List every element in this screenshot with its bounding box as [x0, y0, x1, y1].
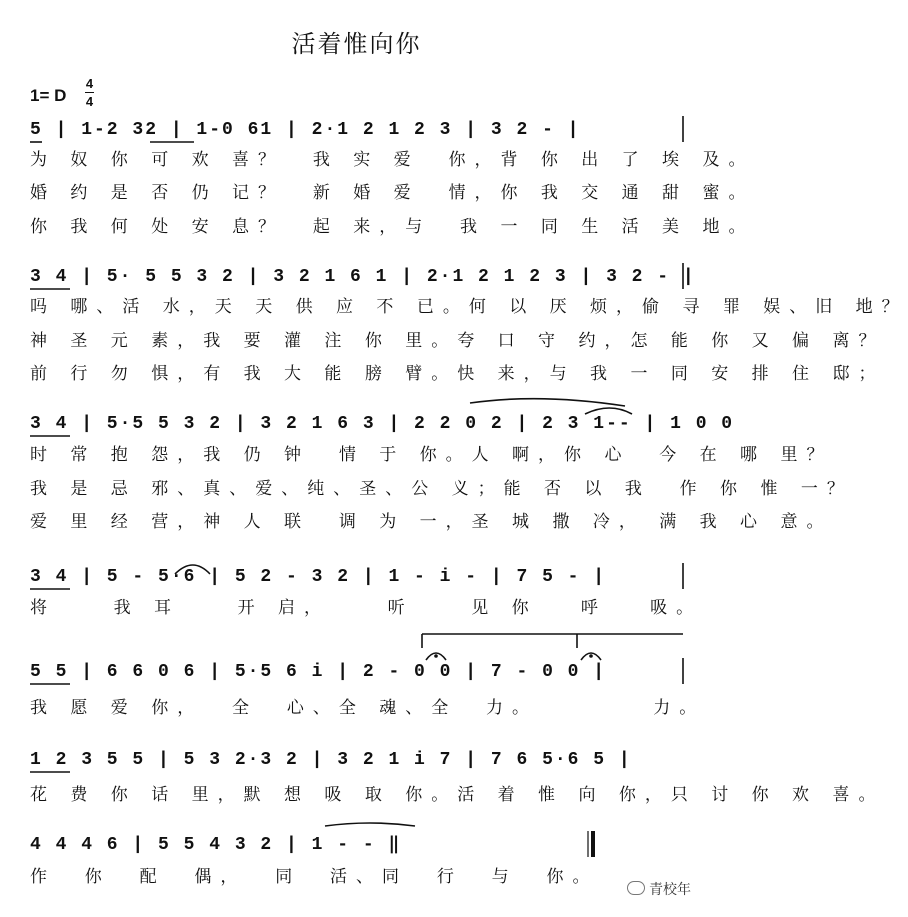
- song-title: 活着惟向你: [291, 30, 422, 58]
- notation-line-3: 3 4 | 5·5 5 3 2 | 3 2 1 6 3 | 2 2 0 2 | 2 3 1-- | 1 0 0: [30, 414, 735, 434]
- meter-bottom: 4: [85, 94, 94, 109]
- key-signature: 1= D: [30, 86, 67, 105]
- lyric-line-7-1: 作 你 配 偶， 同 活、同 行 与 你。: [30, 867, 599, 887]
- notation-line-4: 3 4 | 5 - 5·6 | 5 2 - 3 2 | 1 - i - | 7 5 - |: [30, 567, 607, 587]
- lyric-line-1-2: 婚 约 是 否 仍 记？ 新 婚 爱 情，你 我 交 通 甜 蜜。: [30, 183, 755, 203]
- lyric-line-1-3: 你 我 何 处 安 息？ 起 来，与 我 一 同 生 活 美 地。: [30, 217, 755, 237]
- watermark-text: 青校年: [649, 882, 691, 898]
- lyric-line-1-1: 为 奴 你 可 欢 喜？ 我 实 爱 你，背 你 出 了 埃 及。: [30, 150, 755, 170]
- lyric-line-3-1: 时 常 抱 怨，我 仍 钟 情 于 你。人 啊，你 心 今 在 哪 里？: [30, 445, 833, 465]
- notation-line-7: 4 4 4 6 | 5 5 4 3 2 | 1 - - ‖: [30, 835, 402, 855]
- lyric-line-2-2: 神 圣 元 素，我 要 灌 注 你 里。夸 口 守 约，怎 能 你 又 偏 离？: [30, 331, 885, 351]
- lyric-line-3-3: 爱 里 经 营，神 人 联 调 为 一，圣 城 撒 冷， 满 我 心 意。: [30, 512, 833, 532]
- meter-top: 4: [85, 76, 94, 91]
- lyric-line-6-1: 花 费 你 话 里，默 想 吸 取 你。活 着 惟 向 你，只 讨 你 欢 喜。: [30, 785, 885, 805]
- lyric-line-2-1: 吗 哪、活 水，天 天 供 应 不 已。何 以 厌 烦，偷 寻 罪 娱、旧 地？: [30, 297, 908, 317]
- lyric-line-4-1: 将 我 耳 开 启， 听 见 你 呼 吸。: [30, 598, 703, 618]
- notation-line-5: 5 5 | 6 6 0 6 | 5·5 6 i | 2 - 0 0 | 7 - 0 0 |: [30, 662, 607, 682]
- notation-line-2: 3 4 | 5· 5 5 3 2 | 3 2 1 6 1 | 2·1 2 1 2 3 | 3 2 - |: [30, 267, 696, 287]
- notation-line-6: 1 2 3 5 5 | 5 3 2·3 2 | 3 2 1 i 7 | 7 6 5·6 5 |: [30, 750, 632, 770]
- watermark: [627, 879, 691, 899]
- lyric-line-3-2: 我 是 忌 邪、真、爱、纯、圣、公 义；能 否 以 我 作 你 惟 一？: [30, 479, 853, 499]
- lyric-line-5-1: 我 愿 爱 你， 全 心、全 魂、全 力。 力。: [30, 698, 706, 718]
- notation-line-1: 5 | 1-2 32 | 1-0 61 | 2·1 2 1 2 3 | 3 2 - |: [30, 120, 581, 140]
- wechat-icon: [627, 881, 645, 895]
- lyric-line-2-3: 前 行 勿 惧，有 我 大 能 膀 臂。快 来，与 我 一 同 安 排 住 邸；: [30, 364, 885, 384]
